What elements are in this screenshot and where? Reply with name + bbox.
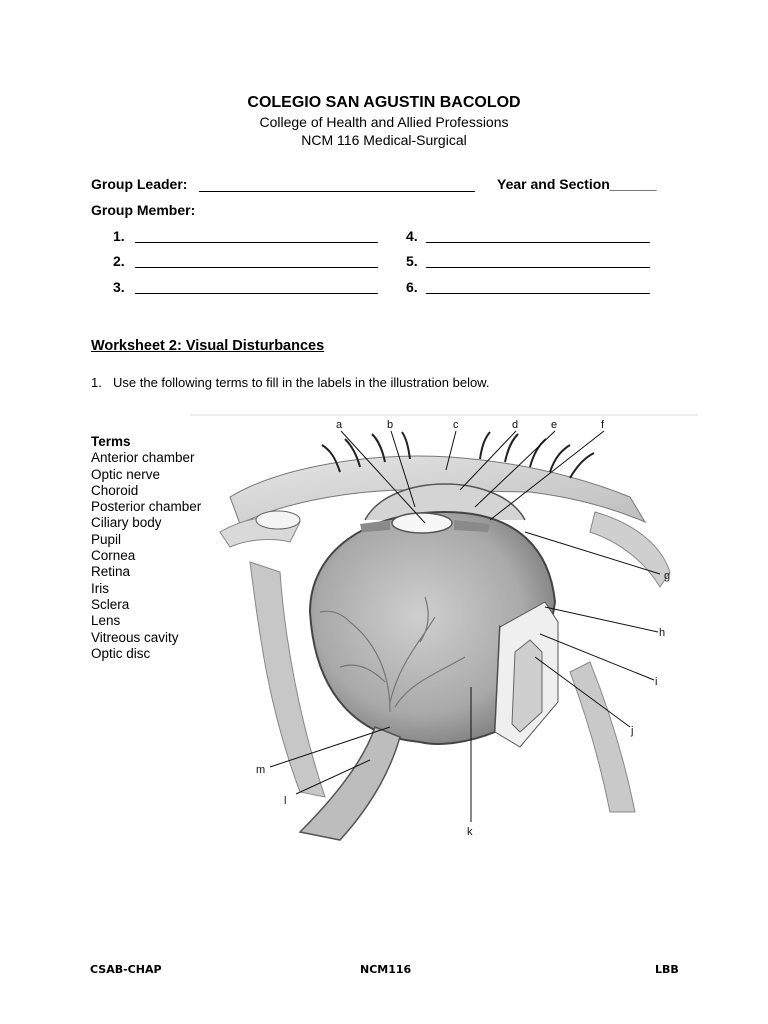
group-leader-label: Group Leader: [91,176,188,192]
term-item: Cornea [91,548,136,564]
term-item: Optic disc [91,645,151,661]
diagram-label-e: e [551,419,558,431]
footer-left: CSAB-CHAP [90,963,162,976]
diagram-label-k: k [467,826,473,838]
member-number: 2. [113,253,125,269]
term-item: Choroid [91,482,139,498]
member-number: 5. [406,253,418,269]
year-section-label: Year and Section______ [497,176,657,192]
terms-list [91,434,201,662]
term-item: Ciliary body [91,515,162,531]
group-leader-field[interactable] [199,191,475,192]
diagram-label-f: f [601,419,605,431]
course-name: NCM 116 Medical-Surgical [301,132,467,148]
school-name: COLEGIO SAN AGUSTIN BACOLOD [247,94,521,111]
diagram-label-b: b [387,419,394,431]
term-item: Anterior chamber [91,450,195,466]
diagram-label-i: i [655,676,658,688]
diagram-label-g: g [664,570,671,582]
member-field[interactable] [135,293,378,294]
worksheet-title: Worksheet 2: Visual Disturbances [91,338,325,354]
member-field[interactable] [135,267,378,268]
member-number: 4. [406,228,418,244]
member-number: 1. [113,228,125,244]
member-number: 6. [406,279,418,295]
terms-title: Terms [91,434,131,449]
term-item: Sclera [91,596,130,612]
diagram-label-l: l [284,795,287,807]
diagram-label-d: d [512,419,519,431]
member-field[interactable] [135,242,378,243]
term-item: Posterior chamber [91,499,202,515]
member-field[interactable] [426,242,650,243]
footer-center: NCM116 [360,963,412,976]
term-item: Retina [91,564,131,580]
term-item: Optic nerve [91,466,161,482]
member-number: 3. [113,279,125,295]
eye-cross-section-diagram [190,412,700,852]
instruction-text: Use the following terms to fill in the labels in the illustration below. [113,375,490,390]
diagram-label-j: j [631,725,634,737]
instruction-number: 1. [91,375,102,390]
term-item: Pupil [91,531,122,547]
college-name: College of Health and Allied Professions [259,114,509,130]
diagram-label-h: h [659,627,666,639]
footer-right: LBB [655,963,679,976]
term-item: Lens [91,613,121,629]
diagram-label-m: m [256,764,266,776]
diagram-label-a: a [336,419,343,431]
member-field[interactable] [426,267,650,268]
group-member-label: Group Member: [91,202,196,218]
term-item: Vitreous cavity [91,629,179,645]
member-field[interactable] [426,293,650,294]
term-item: Iris [91,580,109,596]
diagram-label-c: c [453,419,459,431]
